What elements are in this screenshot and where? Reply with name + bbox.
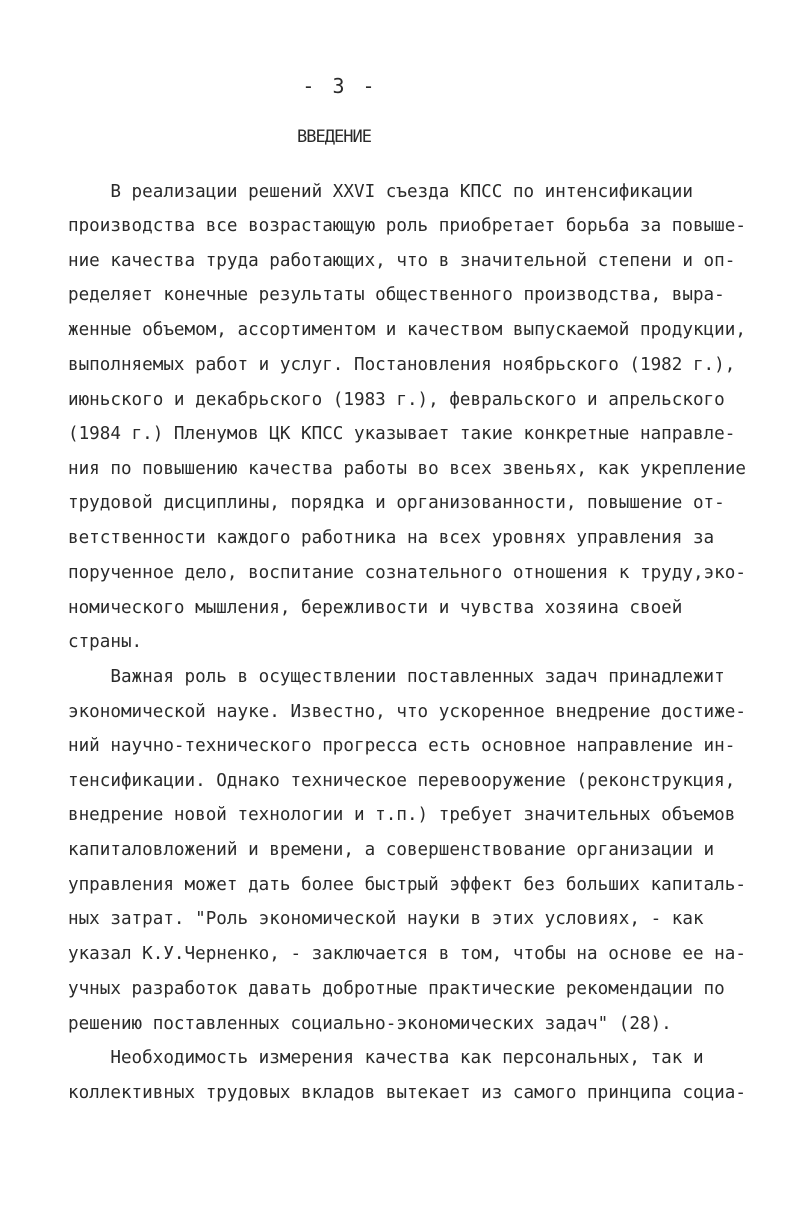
text-line: решению поставленных социально-экономических задач" (28). xyxy=(68,1014,672,1034)
text-line: Важная роль в осуществлении поставленных задач принадлежит xyxy=(68,667,725,687)
text-line: ний научно-технического прогресса есть основное направление ин- xyxy=(68,736,736,756)
text-line: капиталовложений и времени, а совершенствование организации и xyxy=(68,840,715,860)
text-line: выполняемых работ и услуг. Постановления ноябрьского (1982 г.), xyxy=(68,355,736,375)
page-number: - 3 - xyxy=(302,74,378,98)
text-line: женные объемом, ассортиментом и качеством выпускаемой продукции, xyxy=(68,320,746,340)
text-line: ных затрат. "Роль экономической науки в этих условиях, - как xyxy=(68,909,704,929)
text-line: ние качества труда работающих, что в значительной степени и оп- xyxy=(68,251,736,271)
text-line: коллективных трудовых вкладов вытекает из самого принципа социа- xyxy=(68,1083,746,1103)
section-heading: ВВЕДЕНИЕ xyxy=(297,127,371,147)
text-line: Необходимость измерения качества как персональных, так и xyxy=(68,1048,704,1068)
text-line: тенсификации. Однако техническое перевооружение (реконструкция, xyxy=(68,771,736,791)
text-line: В реализации решений XXVI съезда КПСС по интенсификации xyxy=(68,182,693,202)
text-line: трудовой дисциплины, порядка и организованности, повышение от- xyxy=(68,493,725,513)
text-line: ределяет конечные результаты общественного производства, выра- xyxy=(68,285,725,305)
text-line: указал К.У.Черненко, - заключается в том, чтобы на основе ее на- xyxy=(68,944,746,964)
text-line: производства все возрастающую роль приобретает борьба за повыше- xyxy=(68,216,746,236)
text-line: порученное дело, воспитание сознательного отношения к труду,эко- xyxy=(68,563,746,583)
text-line: номического мышления, бережливости и чувства хозяина своей xyxy=(68,598,683,618)
text-line: внедрение новой технологии и т.п.) требует значительных объемов xyxy=(68,805,736,825)
text-line: учных разработок давать добротные практические рекомендации по xyxy=(68,979,725,999)
text-line: (1984 г.) Пленумов ЦК КПСС указывает такие конкретные направле- xyxy=(68,424,736,444)
text-line: управления может дать более быстрый эффект без больших капиталь- xyxy=(68,875,746,895)
text-line: ния по повышению качества работы во всех звеньях, как укрепление xyxy=(68,459,746,479)
text-line: июньского и декабрьского (1983 г.), февральского и апрельского xyxy=(68,390,725,410)
text-line: страны. xyxy=(68,632,143,652)
text-line: экономической науке. Известно, что ускоренное внедрение достиже- xyxy=(68,702,746,722)
text-line: ветственности каждого работника на всех уровнях управления за xyxy=(68,528,715,548)
